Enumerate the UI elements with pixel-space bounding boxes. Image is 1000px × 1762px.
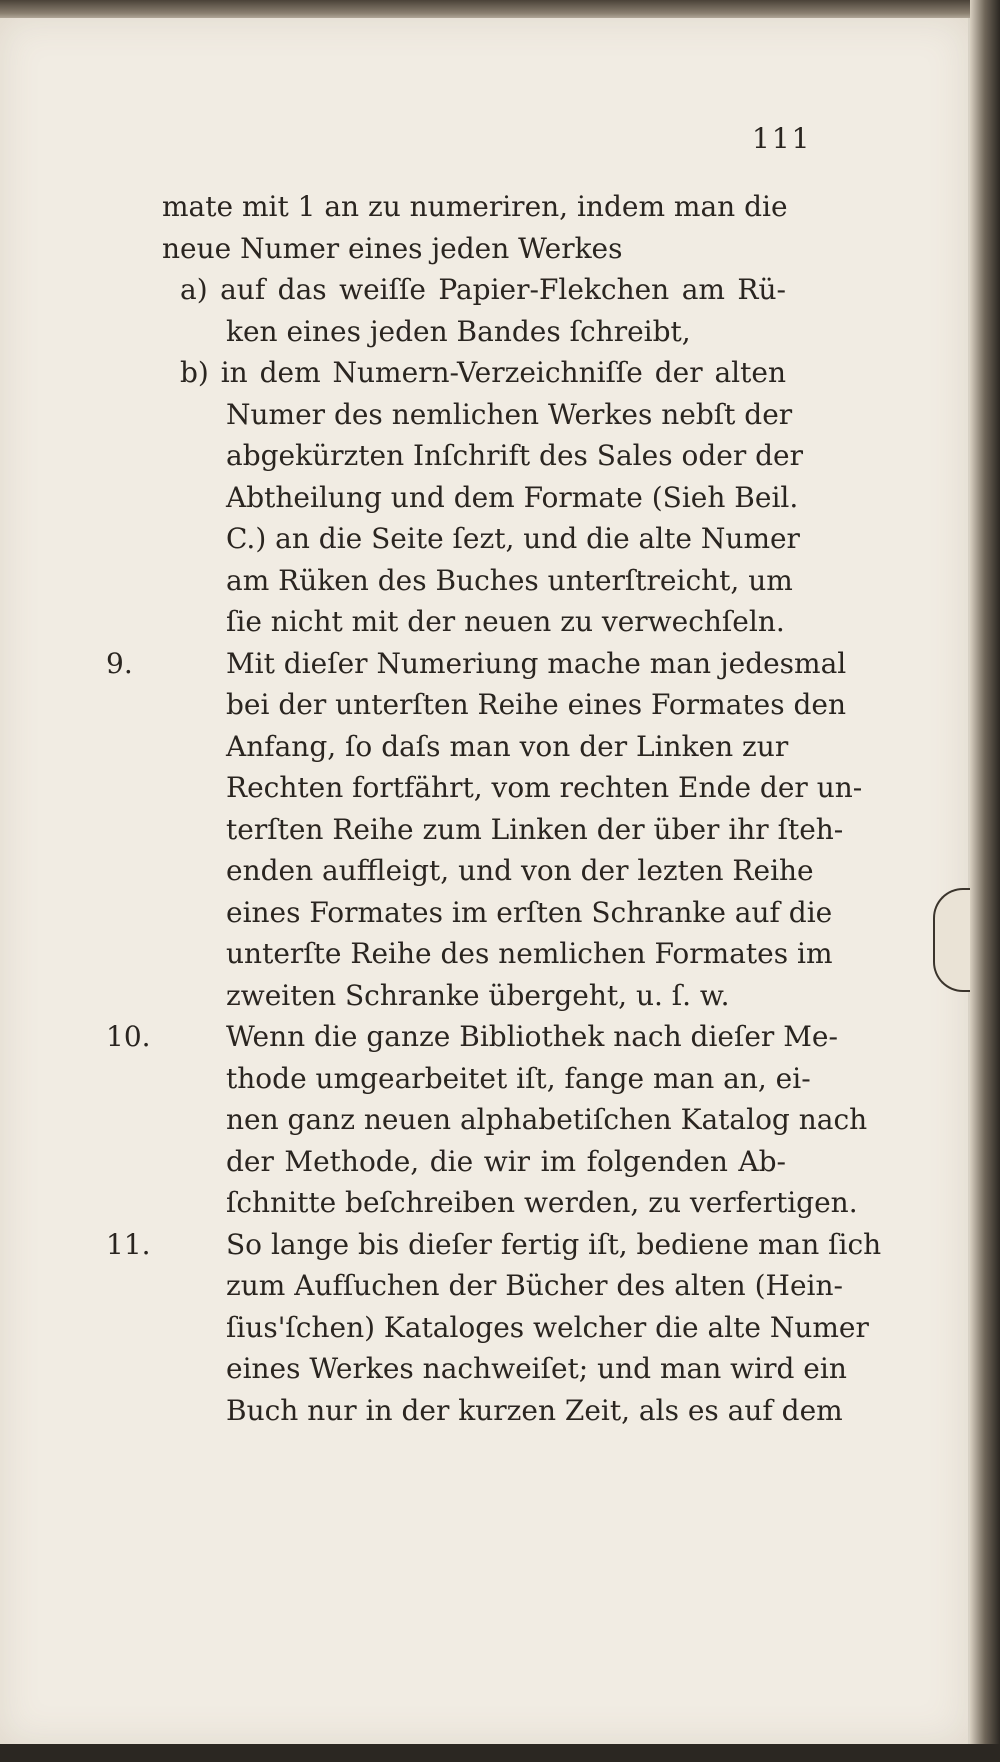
text-line: [106, 1016, 838, 1058]
line-text: ken eines jeden Bandes ſchreibt,: [226, 314, 691, 348]
line-text: Anfang, ſo daſs man von der Linken zur: [226, 729, 789, 763]
line-text: eines Werkes nachweiſet; und man wird ein: [226, 1352, 847, 1385]
line-text: neue Numer eines jeden Werkes: [162, 231, 623, 265]
text-line: [106, 394, 793, 436]
text-line: [106, 269, 786, 311]
text-line: [106, 726, 789, 768]
line-text: bei der unterſten Reihe eines Formates den: [226, 688, 847, 721]
line-text: mate mit 1 an zu numeriren, indem man die: [162, 190, 788, 223]
line-text: Numer des nemlichen Werkes nebſt der: [226, 397, 793, 431]
line-text: a) auf das weiſſe Papier-Flekchen am Rü-: [180, 273, 786, 306]
line-text: Mit dieſer Numeriung mache man jedesmal: [226, 646, 847, 680]
line-text: am Rüken des Buches unterſtreicht, um: [226, 563, 793, 597]
text-line: [106, 228, 786, 270]
text-line: [106, 518, 800, 560]
line-text: thode umgearbeitet iſt, fange man an, ei-: [226, 1061, 811, 1095]
line-text: C.) an die Seite ſezt, und die alte Numer: [226, 522, 800, 555]
text-line: [106, 1224, 882, 1266]
text-line: [106, 1307, 869, 1349]
line-text: So lange bis dieſer fertig iſt, bediene man ſich: [226, 1227, 882, 1261]
page-number: 111: [752, 122, 812, 155]
text-line: [106, 809, 844, 851]
text-line: [106, 1265, 843, 1307]
line-text: b) in dem Numern-Verzeichniſſe der alten: [180, 356, 786, 389]
text-line: [106, 1348, 847, 1390]
line-text: zweiten Schranke übergeht, u. ſ. w.: [226, 978, 730, 1012]
line-text: ſius'ſchen) Kataloges welcher die alte Numer: [226, 1310, 869, 1344]
line-text: abgekürzten Inſchrift des Sales oder der: [226, 439, 803, 472]
book-right-edge: [970, 0, 1000, 1762]
line-text: enden auffleigt, und von der lezten Reihe: [226, 854, 814, 887]
paragraph-number: 9.: [106, 646, 133, 680]
text-line: [106, 311, 786, 353]
text-line: [106, 643, 847, 685]
line-text: Wenn die ganze Bibliothek nach dieſer Me-: [226, 1020, 838, 1053]
text-line: [106, 1099, 868, 1141]
text-line: [106, 1141, 786, 1183]
page-text: [106, 186, 882, 1431]
text-line: [106, 767, 863, 809]
text-line: [106, 684, 847, 726]
text-line: [106, 560, 793, 602]
text-line: [106, 975, 786, 1017]
paragraph-number: 10.: [106, 1020, 151, 1053]
line-text: ſchnitte beſchreiben werden, zu verfertigen.: [226, 1186, 858, 1219]
line-text: eines Formates im erſten Schranke auf die: [226, 895, 833, 929]
line-text: terſten Reihe zum Linken der über ihr ſteh-: [226, 812, 844, 846]
text-line: [106, 477, 799, 519]
text-line: [106, 186, 786, 228]
line-text: zum Aufſuchen der Bücher des alten (Hein-: [226, 1269, 843, 1302]
line-text: nen ganz neuen alphabetiſchen Katalog nach: [226, 1103, 868, 1136]
paragraph-number: 11.: [106, 1227, 151, 1261]
text-line: [106, 352, 786, 394]
line-text: Buch nur in der kurzen Zeit, als es auf dem: [226, 1393, 843, 1427]
text-line: [106, 1058, 811, 1100]
book-page: [0, 18, 971, 1744]
line-text: Rechten fortfährt, vom rechten Ende der un-: [226, 771, 863, 804]
text-line: [106, 601, 786, 643]
text-line: [106, 435, 803, 477]
line-text: ſie nicht mit der neuen zu verwechſeln.: [226, 605, 785, 638]
book-bottom-edge: [0, 1744, 1000, 1762]
text-line: [106, 1390, 843, 1432]
text-line: [106, 892, 833, 934]
line-text: der Methode, die wir im folgenden Ab-: [226, 1144, 786, 1178]
text-line: [106, 1182, 858, 1224]
text-line: [106, 933, 833, 975]
text-line: [106, 850, 814, 892]
line-text: unterſte Reihe des nemlichen Formates im: [226, 937, 833, 970]
line-text: Abtheilung und dem Formate (Sieh Beil.: [226, 480, 799, 514]
